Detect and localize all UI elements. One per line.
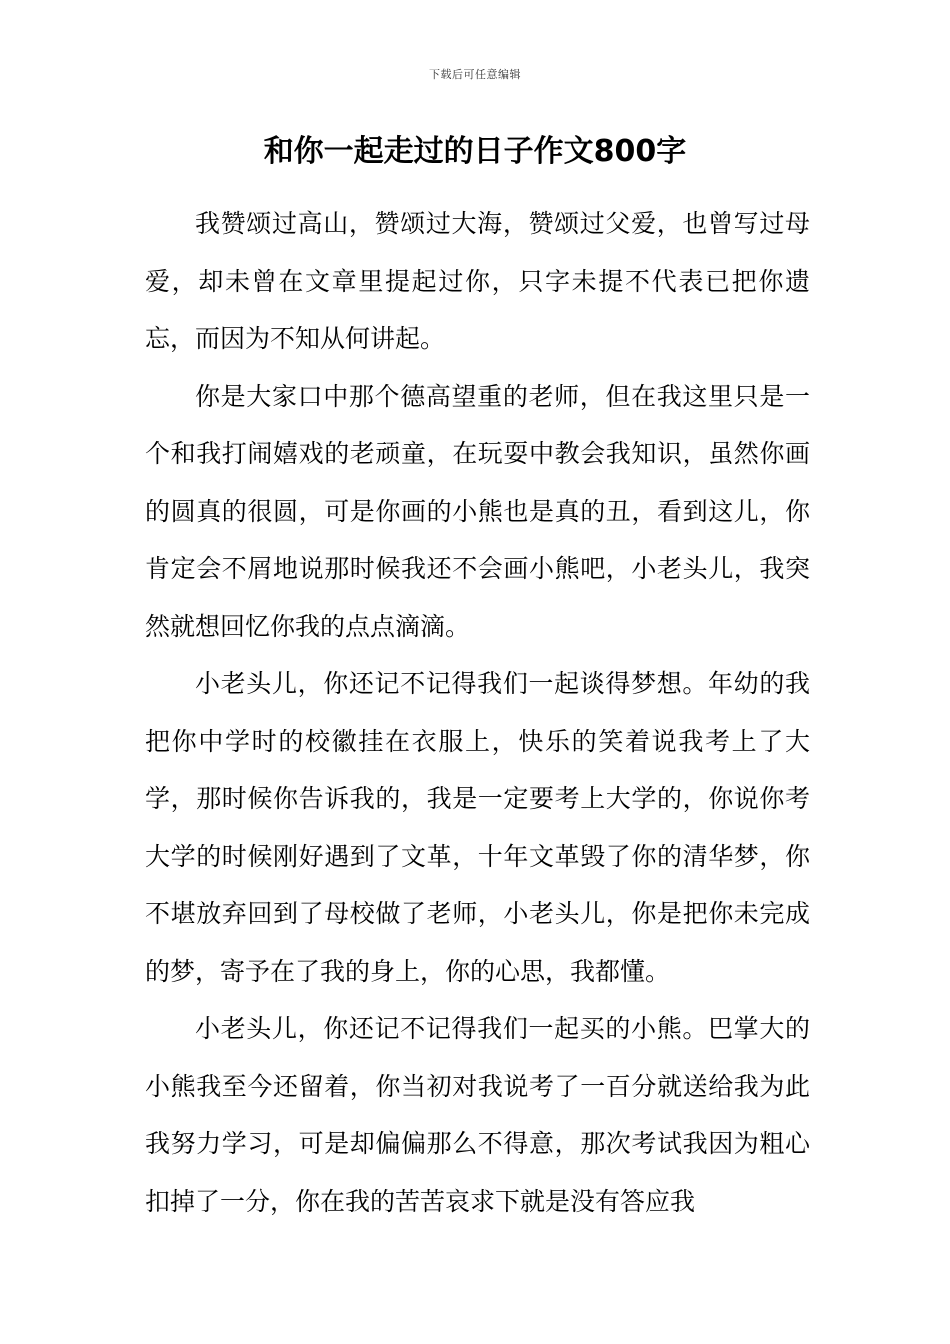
header-note: 下载后可任意编辑 (429, 68, 521, 81)
paragraph: 小老头儿，你还记不记得我们一起谈得梦想。年幼的我把你中学时的校徽挂在衣服上，快乐的笑着说我考上了大学，那时候你告诉我的，我是一定要考上大学的，你说你考大学的时候刚好遇到了文革，十年文革毁了你的清华梦，你不堪放弃回到了母校做了老师，小老头儿，你是把你未完成的梦，寄予在了我的身上，你的心思，我都懂。 (145, 669, 810, 986)
paragraph: 小老头儿，你还记不记得我们一起买的小熊。巴掌大的小熊我至今还留着，你当初对我说考了一百分就送给我为此我努力学习，可是却偏偏那么不得意，那次考试我因为粗心扣掉了一分，你在我的苦苦哀求下就是没有答应我 (145, 1014, 810, 1216)
paragraph: 你是大家口中那个德高望重的老师，但在我这里只是一个和我打闹嬉戏的老顽童，在玩耍中教会我知识，虽然你画的圆真的很圆，可是你画的小熊也是真的丑，看到这儿，你肯定会不屑地说那时候我还不会画小熊吧，小老头儿，我突然就想回忆你我的点点滴滴。 (145, 381, 810, 641)
paragraph: 我赞颂过高山，赞颂过大海，赞颂过父爱，也曾写过母爱，却未曾在文章里提起过你，只字未提不代表已把你遗忘，而因为不知从何讲起。 (145, 209, 810, 353)
page-title: 和你一起走过的日子作文800字 (263, 134, 687, 169)
article-body (145, 195, 810, 1230)
